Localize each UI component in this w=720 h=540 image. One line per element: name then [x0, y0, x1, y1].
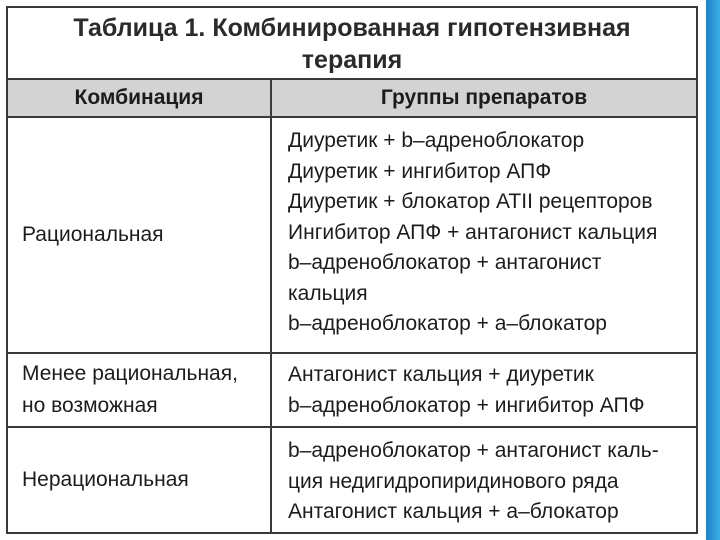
row-label-line: Рациональная: [22, 223, 164, 246]
list-item: Ингибитор АПФ + антагонист кальция: [288, 220, 658, 244]
accent-stripe: [706, 0, 720, 540]
row-items: [270, 354, 696, 426]
table-header: [8, 80, 696, 118]
table-row: [8, 118, 696, 354]
list-item: Диуретик + b–адреноблокатор: [288, 129, 585, 152]
list-item: b–адреноблокатор + ингибитор АПФ: [288, 393, 645, 417]
row-label: [8, 428, 270, 532]
list-item: Диуретик + блокатор АТII рецепторов: [288, 190, 653, 213]
table-row: [8, 428, 696, 532]
list-item: b–адреноблокатор + a–блокатор: [288, 312, 607, 335]
list-item: Антагонист кальция + диуретик: [288, 363, 594, 386]
row-label: [8, 354, 270, 426]
row-label: [8, 118, 270, 352]
list-item: кальция: [288, 281, 368, 305]
list-item: ция недигидропиридинового ряда: [288, 469, 619, 493]
row-label-line: но возможная: [22, 394, 158, 417]
row-label-line: Менее рациональная,: [22, 362, 238, 385]
title-line-2: терапия: [301, 46, 403, 74]
row-label-line: Нерациональная: [22, 468, 189, 491]
list-item: b–адреноблокатор + антагонист: [288, 251, 602, 274]
list-item: Диуретик + ингибитор АПФ: [288, 159, 552, 183]
title-line-1: Таблица 1. Комбинированная гипотензивная: [73, 14, 631, 42]
table-row: [8, 354, 696, 428]
row-items: [270, 118, 696, 352]
list-item: Антагонист кальция + a–блокатор: [288, 500, 619, 523]
row-items: [270, 428, 696, 532]
header-drug-groups: Группы препаратов: [270, 80, 696, 116]
list-item: b–адреноблокатор + антагонист каль-: [288, 439, 659, 462]
table-title: [8, 8, 696, 80]
header-combination: Комбинация: [74, 86, 204, 109]
